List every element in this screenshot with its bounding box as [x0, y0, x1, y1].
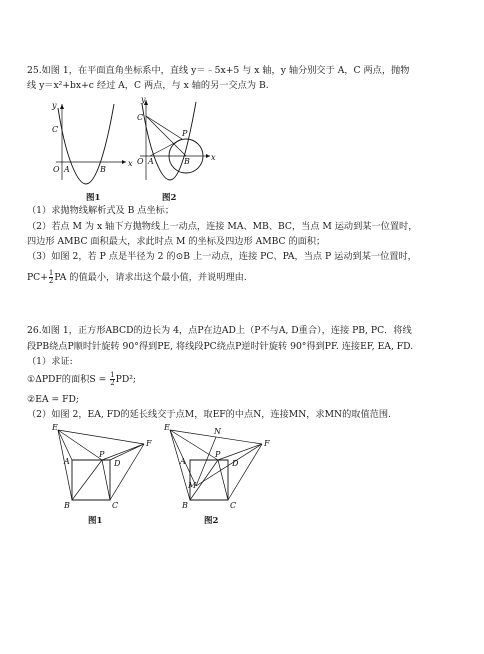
q26-sub2: （2）如图 2，EA, FD的延长线交于点M，取EF的中点N，连接MN，求MN的取值范围. [27, 409, 391, 420]
q25-sub1: （1）求抛物线解析式及 B 点坐标； [27, 205, 175, 216]
label-F: F [264, 439, 270, 448]
q26-figure-2 [162, 424, 282, 516]
q26-fig1-caption: 图1 [88, 516, 103, 526]
q26-sub1: （1）求证: [27, 356, 73, 367]
q25-sub3-post: PA 的值最小，请求出这个最小值，并说明理由. [54, 272, 247, 283]
label-x: x [211, 153, 216, 162]
segment-EF [58, 430, 144, 444]
x-axis-arrow [122, 160, 126, 164]
q26-fig2-caption: 图2 [204, 516, 219, 526]
label-E: E [164, 423, 170, 432]
label-B: B [182, 501, 188, 510]
segment-FC [110, 444, 144, 500]
label-P: P [182, 129, 188, 138]
q25-sub2-b: 四边形 AMBC 面积最大，求此时点 M 的坐标及四边形 AMBC 的面积； [27, 236, 326, 247]
q26-item1-post: PD²; [115, 374, 136, 385]
segment-FC [228, 444, 262, 500]
label-C: C [230, 501, 237, 510]
label-A: A [180, 457, 186, 466]
q25-figure-2 [136, 95, 226, 190]
q25-sub3-a: （3）如图 2，若 P 点是半径为 2 的⊙B 上一动点，连接 PC、PA，当点 P 运动到某一位置时， [27, 251, 417, 262]
label-y: y [52, 101, 57, 110]
label-M: M [188, 481, 197, 490]
label-A: A [64, 457, 70, 466]
label-B: B [184, 157, 190, 166]
segment-PC [102, 460, 110, 500]
q25-fig1-caption: 图1 [86, 193, 101, 203]
y-axis-arrow [60, 104, 64, 109]
segment-PF [102, 444, 144, 460]
q25-sub3-b [27, 270, 247, 285]
segment-MN [196, 437, 216, 486]
q25-sub2-a: （2）若点 M 为 x 轴下方抛物线上一动点，连接 MA、MB、BC，当点 M 运动到某一位置时， [27, 221, 418, 232]
q25-sub3-pre: PC+ [27, 272, 48, 283]
segment-PE [58, 430, 102, 460]
label-B: B [100, 165, 106, 174]
label-P: P [215, 450, 221, 459]
q26-item1-pre: ①ΔPDF的面积S = [27, 374, 110, 385]
x-axis-arrow [206, 154, 210, 158]
label-C: C [52, 125, 59, 134]
segment-PC [218, 460, 228, 500]
label-O: O [137, 157, 144, 166]
q25-figure-1 [48, 100, 138, 190]
q26-item2: ②EA = FD; [27, 394, 79, 405]
q25-line2: 线 y＝x²+bx+c 经过 A，C 两点，与 x 轴的另一交点为 B. [27, 80, 269, 91]
square-ABCD [72, 460, 110, 500]
label-O: O [53, 165, 60, 174]
segment-FM [196, 444, 262, 486]
label-P: P [99, 450, 105, 459]
q25-fig2-caption: 图2 [162, 193, 177, 203]
parabola [142, 102, 196, 180]
label-E: E [52, 423, 58, 432]
q26-item1-frac-num: 1 [110, 371, 115, 379]
label-D: D [232, 459, 239, 468]
q25-sub3-frac-num: 1 [48, 269, 54, 277]
segment-PB [72, 460, 102, 500]
q26-item1 [27, 372, 136, 387]
q25-sub3-frac-den: 2 [48, 277, 54, 285]
segment-PC [146, 116, 182, 139]
label-A: A [148, 157, 154, 166]
label-N: N [214, 427, 221, 436]
q26-figure-1 [52, 424, 162, 516]
label-C: C [137, 113, 144, 122]
label-F: F [146, 439, 152, 448]
label-y: y [141, 95, 146, 104]
q26-line1: 26.如图 1，正方形ABCD的边长为 4，点P在边AD上（P不与A, D重合），连接 PB, PC．将线 [27, 325, 412, 336]
label-B: B [64, 501, 70, 510]
label-A: A [64, 165, 70, 174]
label-C: C [112, 501, 119, 510]
label-x: x [128, 159, 133, 168]
label-D: D [114, 459, 121, 468]
q25-line1: 25.如图 1，在平面直角坐标系中，直线 y＝﹣5x+5 与 x 轴，y 轴分别交于 A，C 两点，抛物 [27, 65, 410, 76]
square-ABCD [190, 460, 228, 500]
q26-line2: 段PB绕点P顺时针旋转 90°得到PE, 将线段PC绕点P逆时针旋转 90°得到PF. 连接EF, EA, FD. [27, 341, 414, 352]
q26-item1-frac-den: 2 [110, 379, 115, 387]
